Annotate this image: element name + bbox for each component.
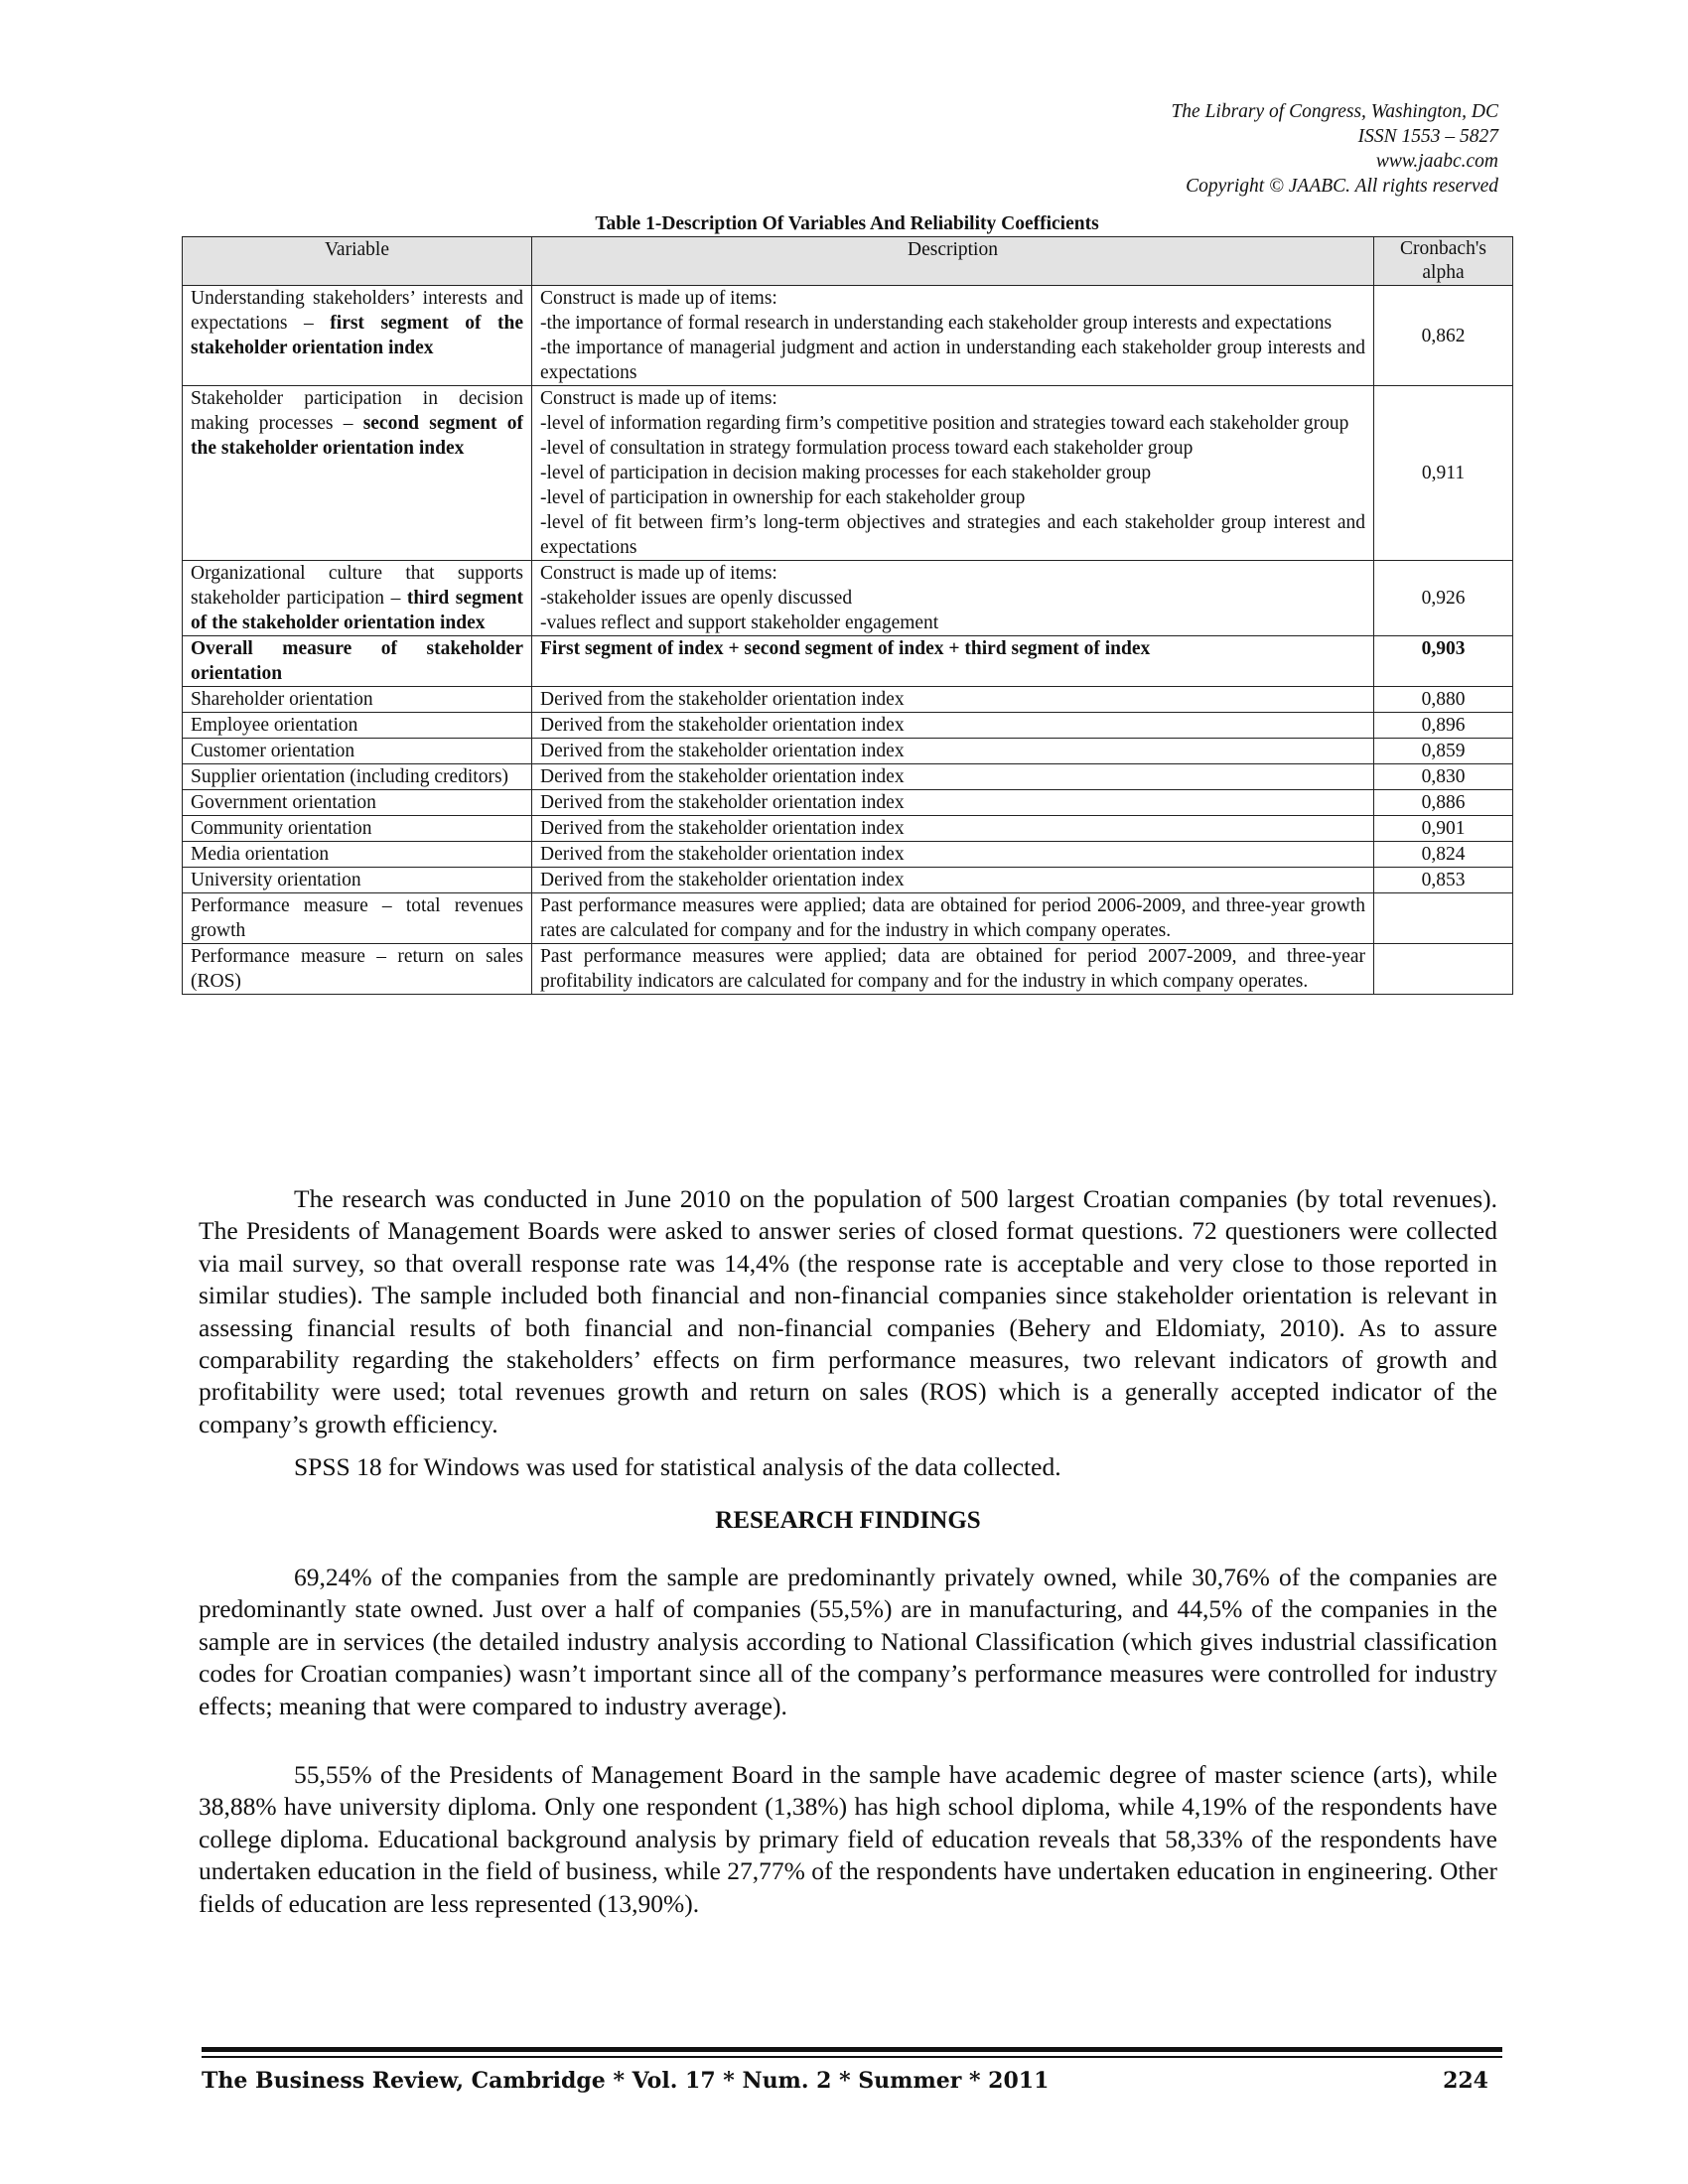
table-row [183,636,1513,687]
cell-alpha: 0,853 [1374,868,1513,893]
header-line-3: www.jaabc.com [1375,151,1498,172]
description-line: Derived from the stakeholder orientation index [540,689,905,710]
variable-text: Community orientation [191,818,372,839]
variable-text: Employee orientation [191,715,358,736]
cell-variable [183,713,532,739]
table-row [183,893,1513,944]
table-row [183,286,1513,386]
table-row [183,842,1513,868]
header-line-1: The Library of Congress, Washington, DC [1171,101,1498,122]
cell-description [532,286,1374,386]
description-line: -level of fit between firm’s long-term objectives and strategies and each stakeholder group interest and expectations [540,512,1365,558]
header-line-2: ISSN 1553 – 5827 [1357,126,1498,147]
variable-text: Organizational culture that supports stakeholder participation – [191,563,523,609]
cell-alpha: 0,886 [1374,790,1513,816]
description-line: -level of participation in decision making processes for each stakeholder group [540,463,1152,483]
cell-variable [183,687,532,713]
description-line: -level of information regarding firm’s competitive position and strategies toward each stakeholder group [540,413,1349,434]
cell-description [532,842,1374,868]
cell-variable [183,944,532,995]
footer-rule-thin [202,2056,1502,2058]
cell-variable [183,842,532,868]
cell-variable [183,386,532,561]
paragraph-3: 69,24% of the companies from the sample are predominantly privately owned, while 30,76% of the companies are predominantly state owned. Just over a half of companies (55,5%) are in manufacturing, and 44,5% of the companies in the sample are in services (the detailed industry analysis according to National Classification (which gives industrial classification codes for Croatian companies) wasn’t important since all of the company’s performance measures were controlled for industry effects; meaning that were compared to industry average). [199,1563,1497,1720]
description-line: Construct is made up of items: [540,288,777,309]
description-line: Derived from the stakeholder orientation index [540,715,905,736]
cell-variable [183,739,532,764]
table-header-row [183,237,1513,286]
cell-description [532,790,1374,816]
paragraph-spss [199,1451,1497,1483]
table-row [183,687,1513,713]
cell-alpha: 0,911 [1374,386,1513,561]
footer-journal: The Business Review, Cambridge * Vol. 17 * Num. 2 * Summer * 2011 [202,2068,1050,2094]
cell-alpha: 0,830 [1374,764,1513,790]
cell-variable [183,790,532,816]
paragraph-education [199,1759,1497,1920]
variable-bold-text: first segment of the stakeholder orientation index [191,313,523,358]
description-line: Past performance measures were applied; data are obtained for period 2007-2009, and three-year profitability indicators are calculated for company and for the industry in which company operates. [540,946,1365,992]
description-line: Derived from the stakeholder orientation index [540,741,905,761]
cell-description [532,893,1374,944]
cell-alpha: 0,824 [1374,842,1513,868]
description-line: Derived from the stakeholder orientation index [540,818,905,839]
cell-description [532,944,1374,995]
variable-text: Shareholder orientation [191,689,373,710]
header-description: Description [532,237,1374,286]
cell-variable [183,816,532,842]
variable-bold-text: third segment of the stakeholder orientation index [191,588,523,633]
cell-alpha: 0,859 [1374,739,1513,764]
table-row [183,713,1513,739]
paragraph-ownership [199,1562,1497,1722]
description-line: -stakeholder issues are openly discussed [540,588,853,609]
table-row [183,764,1513,790]
variable-text: Performance measure – total revenues growth [191,895,523,941]
description-line: -level of consultation in strategy formulation process toward each stakeholder group [540,438,1194,459]
variable-text: Performance measure – return on sales (ROS) [191,946,523,992]
cell-variable [183,764,532,790]
description-line: -level of participation in ownership for each stakeholder group [540,487,1026,508]
table-row [183,561,1513,636]
cell-alpha: 0,862 [1374,286,1513,386]
paragraph-4: 55,55% of the Presidents of Management Board in the sample have academic degree of master science (arts), while 38,88% have university diploma. Only one respondent (1,38%) has high school diploma, while 4,19% of the respondents have college diploma. Educational background analysis by primary field of education reveals that 58,33% of the respondents have undertaken education in the field of business, while 27,77% of the respondents have undertaken education in engineering. Other fields of education are less represented (13,90%). [199,1760,1497,1918]
table-row [183,868,1513,893]
cell-description [532,868,1374,893]
variable-bold-text: Overall measure of stakeholder orientation [191,638,523,684]
cell-description [532,386,1374,561]
paragraph-2: SPSS 18 for Windows was used for statistical analysis of the data collected. [294,1452,1061,1481]
variable-text: University orientation [191,870,361,890]
description-line: First segment of index + second segment of index + third segment of index [540,638,1151,659]
description-line: Derived from the stakeholder orientation index [540,766,905,787]
table-row [183,386,1513,561]
variable-text: Customer orientation [191,741,355,761]
cell-alpha: 0,903 [1374,636,1513,687]
cell-description [532,687,1374,713]
header-variable: Variable [183,237,532,286]
header-alpha: Cronbach's alpha [1374,237,1513,286]
paragraph-1: The research was conducted in June 2010 on the population of 500 largest Croatian companies (by total revenues). The Presidents of Management Boards were asked to answer series of closed format questions. 72 questioners were collected via mail survey, so that overall response rate was 14,4% (the response rate is acceptable and very close to those reported in similar studies). The sample included both financial and non-financial companies since stakeholder orientation is relevant in assessing financial results of both financial and non-financial companies (Behery and Eldomiaty, 2010). As to assure comparability regarding the stakeholders’ effects on firm performance measures, two relevant indicators of growth and profitability were used; total revenues growth and return on sales (ROS) which is a generally accepted indicator of the company’s growth efficiency. [199,1184,1497,1438]
cell-alpha: 0,880 [1374,687,1513,713]
table-row [183,944,1513,995]
paragraph-method [199,1183,1497,1440]
description-line: -the importance of formal research in understanding each stakeholder group interests and expectations [540,313,1333,334]
cell-description [532,636,1374,687]
table-row [183,739,1513,764]
cell-description [532,739,1374,764]
variable-text: Government orientation [191,792,376,813]
table-title: Table 1-Description Of Variables And Reliability Coefficients [595,213,1099,234]
description-line: Construct is made up of items: [540,563,777,584]
variable-bold-text: second segment of the stakeholder orientation index [191,413,523,459]
description-line: -values reflect and support stakeholder engagement [540,613,939,633]
cell-description [532,561,1374,636]
table-body [183,286,1513,995]
table-row [183,816,1513,842]
cell-alpha: 0,926 [1374,561,1513,636]
cell-variable [183,636,532,687]
cell-variable [183,561,532,636]
cell-variable [183,893,532,944]
footer-rule-thick [202,2047,1502,2052]
description-line: Construct is made up of items: [540,388,777,409]
description-line: Past performance measures were applied; data are obtained for period 2006-2009, and three-year growth rates are calculated for company and for the industry in which company operates. [540,895,1365,941]
variable-text: Stakeholder participation in decision making processes – [191,388,523,434]
cell-variable [183,286,532,386]
section-heading: RESEARCH FINDINGS [715,1507,981,1534]
variable-text: Understanding stakeholders’ interests and expectations – [191,288,523,334]
description-line: -the importance of managerial judgment and action in understanding each stakeholder group interests and expectations [540,338,1365,383]
description-line: Derived from the stakeholder orientation index [540,844,905,865]
cell-description [532,713,1374,739]
cell-alpha [1374,944,1513,995]
cell-description [532,764,1374,790]
description-line: Derived from the stakeholder orientation index [540,870,905,890]
table-row [183,790,1513,816]
cell-variable [183,868,532,893]
cell-description [532,816,1374,842]
variable-text: Media orientation [191,844,330,865]
header-line-4: Copyright © JAABC. All rights reserved [1186,176,1498,197]
journal-header [1171,99,1498,199]
cell-alpha: 0,896 [1374,713,1513,739]
cell-alpha: 0,901 [1374,816,1513,842]
page-footer [202,2068,1488,2094]
cell-alpha [1374,893,1513,944]
description-line: Derived from the stakeholder orientation index [540,792,905,813]
variables-table [182,236,1513,995]
page-number: 224 [1443,2068,1488,2094]
variable-text: Supplier orientation (including creditors) [191,766,509,787]
